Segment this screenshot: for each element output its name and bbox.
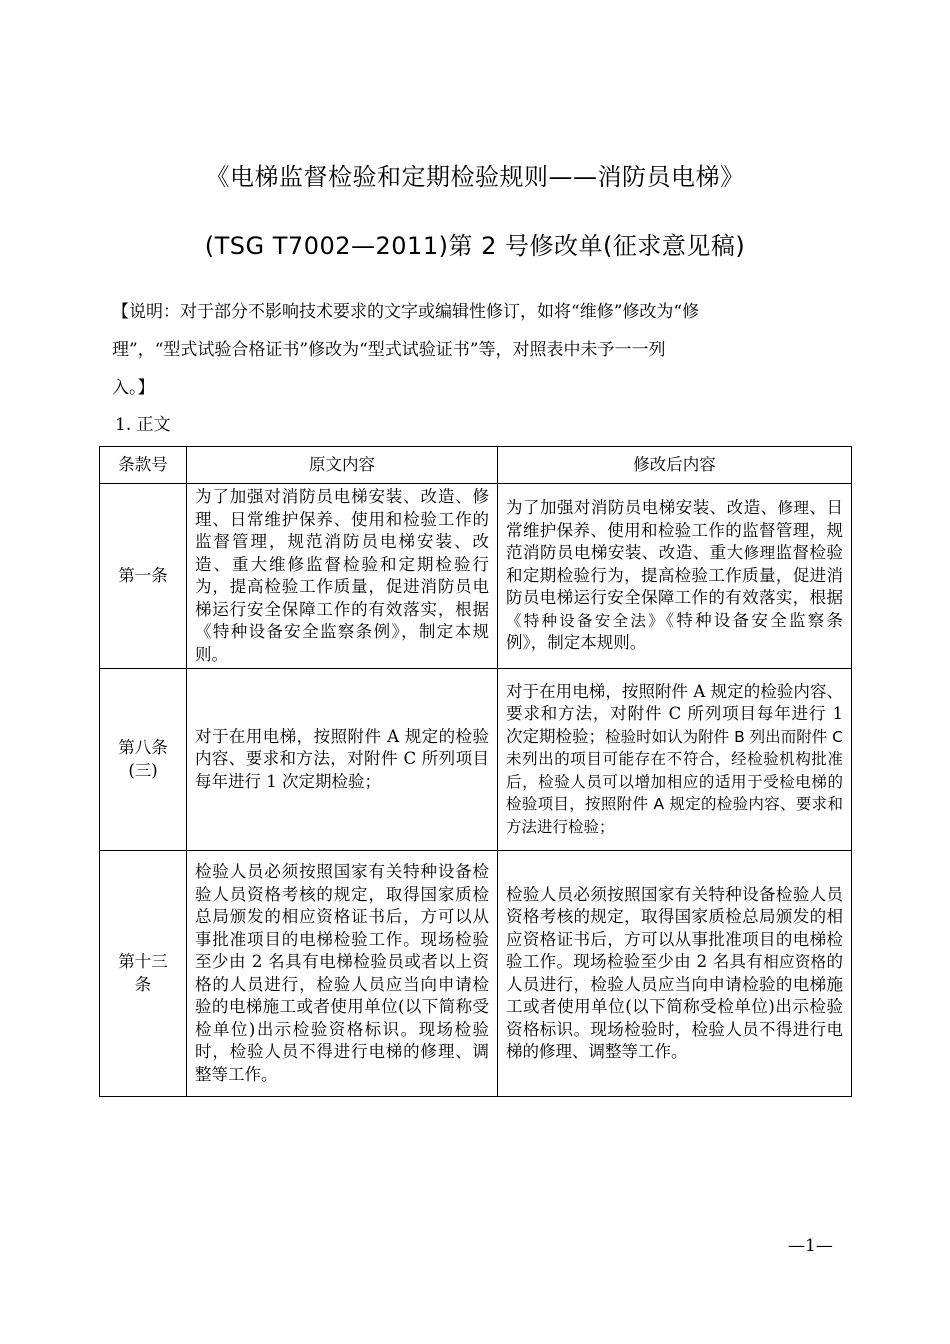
revised-bold-text: 修理: [777, 499, 810, 518]
revised-text: 为了加强对消防员电梯安装、改造、: [506, 498, 778, 518]
revised-text: 检验人员必须按照国家有关特种设备检验人员资格考核的规定，取得国家质检总局颁发的相应资格证书后，方可以从事批准项目的电梯检验工作。现场检验至少由 2 名具有: [506, 884, 843, 971]
section-label: 1. 正文: [115, 415, 171, 435]
header-clause: 条款号: [100, 447, 187, 484]
clause-line: (三): [128, 760, 158, 780]
clause-line: 条: [134, 974, 152, 994]
revised-cell: [498, 484, 852, 669]
table-header-row: [100, 447, 852, 484]
note-line-2: 理”，“型式试验合格证书”修改为“型式试验证书”等，对照表中未予一一列: [112, 340, 666, 360]
clause-line: 第十三: [118, 952, 168, 971]
note-line-1: 【说明：对于部分不影响技术要求的文字或编辑性修订，如将“维修”修改为“修: [112, 302, 700, 322]
document-subtitle: (TSG T7002—2011)第 2 号修改单(征求意见稿): [204, 232, 746, 260]
original-cell: 检验人员必须按照国家有关特种设备检验人员资格考核的规定，取得国家质检总局颁发的相应资格证书后，方可以从事批准项目的电梯检验工作。现场检验至少由 2 名具有电梯检验员或者以上资格的人员进行，检验人员应当向申请检验的电梯施工或者使用单位(以下简称受检单位)出示检验资格标识。现场检验时，检验人员不得进行电梯的修理、调整等工作。: [187, 851, 498, 1097]
clause-cell: [100, 669, 187, 851]
revised-text: 的人员进行，检验人员应当向申请检验的电梯施工或者使用单位(以下简称受检单位)出示检验资格标识。现场检验时，检验人员不得进行电梯的修理、调整等工作。: [506, 952, 843, 1061]
revised-bold-text: 修理: [743, 544, 776, 563]
table-row: [100, 484, 852, 669]
table-row: [100, 669, 852, 851]
table-row: [100, 851, 852, 1097]
header-original: 原文内容: [187, 447, 498, 484]
revised-text: 、日常维护保养、使用和检验工作的监督管理，规范消防员电梯安装、改造、重大: [506, 498, 844, 563]
revised-bold-text: 《特种设备安全法》: [506, 611, 666, 630]
header-revised: 修改后内容: [498, 447, 852, 484]
original-cell: 对于在用电梯，按照附件 A 规定的检验内容、要求和方法，对附件 C 所列项目每年进行 1 次定期检验；: [187, 669, 498, 851]
revised-text: 对于在用电梯，按照附件 A 规定的检验内容、要求和方法，对附件 C 所列项目每年进行 1 次定期检验；: [506, 681, 843, 746]
revised-bold-text: 相应资格: [763, 953, 827, 971]
revised-cell: [498, 851, 852, 1097]
clause-line: 第八条: [118, 738, 168, 757]
note-line-3: 入。】: [112, 378, 155, 398]
document-title: 《电梯监督检验和定期检验规则——消防员电梯》: [205, 163, 745, 191]
revised-text: 《特种设备安全监察条例》，制定本规则。: [506, 610, 843, 653]
revised-text: 监督检验和定期检验行为，提高检验工作质量，促进消防员电梯运行安全保障工作的有效落实，根据: [506, 543, 843, 608]
clause-cell: [100, 851, 187, 1097]
revised-bold-text: 检验时如认为附件 B 列出而附件 C 未列出的项目可能存在不符合，经检验机构批准后，检验人员可以增加相应的适用于受检电梯的检验项目，按照附件 A 规定的检验内容、要求和方法进行检验；: [506, 727, 843, 836]
clause-cell: 第一条: [100, 484, 187, 669]
revised-cell: [498, 669, 852, 851]
original-cell: 为了加强对消防员电梯安装、改造、修理、日常维护保养、使用和检验工作的监督管理，规范消防员电梯安装、改造、重大维修监督检验和定期检验行为，提高检验工作质量，促进消防员电梯运行安全保障工作的有效落实，根据《特种设备安全监察条例》，制定本规则。: [187, 484, 498, 669]
page-number: —1—: [788, 1236, 833, 1256]
amendment-table: [99, 446, 852, 1097]
